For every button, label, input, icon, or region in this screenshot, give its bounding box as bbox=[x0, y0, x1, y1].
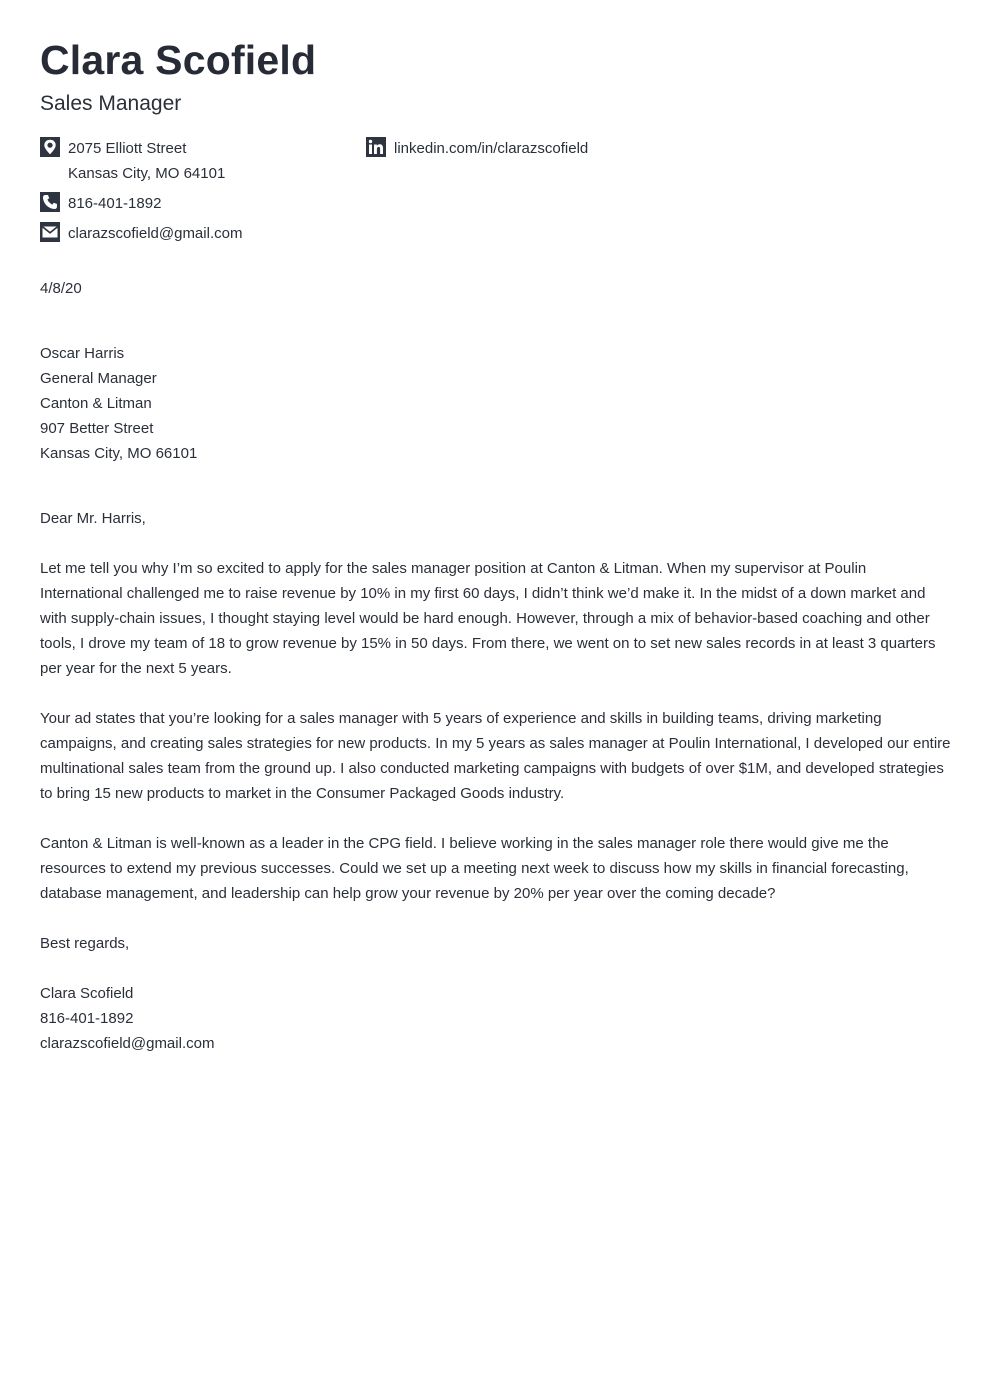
recipient-street: 907 Better Street bbox=[40, 420, 154, 437]
recipient-city: Kansas City, MO 66101 bbox=[40, 445, 198, 462]
envelope-icon bbox=[40, 222, 60, 242]
signature-block bbox=[40, 981, 952, 1056]
applicant-name: Clara Scofield bbox=[40, 37, 317, 83]
phone-number[interactable]: 816-401-1892 bbox=[68, 195, 162, 212]
contact-phone bbox=[40, 191, 161, 216]
linkedin-icon bbox=[366, 137, 386, 157]
signature-name: Clara Scofield bbox=[40, 985, 134, 1002]
address-line-1: 2075 Elliott Street bbox=[68, 140, 187, 157]
contact-address bbox=[40, 136, 225, 186]
signature-email[interactable]: clarazscofield@gmail.com bbox=[40, 1035, 215, 1052]
letter-closing: Best regards, bbox=[40, 935, 130, 952]
linkedin-url[interactable]: linkedin.com/in/clarazscofield bbox=[394, 140, 589, 157]
contact-linkedin bbox=[366, 136, 588, 161]
letter-paragraph-3: Canton & Litman is well-known as a leader in the CPG field. I believe working in the sales manager role there would give me the resources to extend my previous successes. Could we set up a meeting next week to discuss how my skills in financial forecasting, database management, and leadership can help grow your revenue by 20% per year over the coming decade? bbox=[40, 835, 909, 902]
address-line-2: Kansas City, MO 64101 bbox=[68, 165, 226, 182]
phone-icon bbox=[40, 192, 60, 212]
map-pin-icon bbox=[40, 137, 60, 157]
recipient-name: Oscar Harris bbox=[40, 345, 125, 362]
letter-date: 4/8/20 bbox=[40, 280, 82, 297]
signature-phone[interactable]: 816-401-1892 bbox=[40, 1010, 134, 1027]
applicant-job-title: Sales Manager bbox=[40, 92, 182, 115]
letter-greeting: Dear Mr. Harris, bbox=[40, 510, 146, 527]
letter-paragraph-2: Your ad states that you’re looking for a sales manager with 5 years of experience and skills in building teams, driving marketing campaigns, and creating sales strategies for new products. In my 5 years as sales manager at Poulin International, I developed our entire multinational sales team from the ground up. I also conducted marketing campaigns with budgets of over $1M, and developed strategies to bring 15 new products to market in the Consumer Packaged Goods industry. bbox=[40, 710, 951, 802]
email-address[interactable]: clarazscofield@gmail.com bbox=[68, 225, 243, 242]
letter-paragraph-1: Let me tell you why I’m so excited to apply for the sales manager position at Canton & Litman. When my supervisor at Poulin International challenged me to raise revenue by 10% in my first 60 days, I didn’t think we’d make it. In the midst of a down market and with supply-chain issues, I thought staying level would be hard enough. However, through a mix of behavior-based coaching and other tools, I drove my team of 18 to grow revenue by 15% in 50 days. From there, we went on to set new sales records in at least 3 quarters per year for the next 5 years. bbox=[40, 560, 936, 677]
recipient-company: Canton & Litman bbox=[40, 395, 152, 412]
contact-email bbox=[40, 221, 242, 246]
recipient-block bbox=[40, 341, 952, 466]
recipient-title: General Manager bbox=[40, 370, 157, 387]
